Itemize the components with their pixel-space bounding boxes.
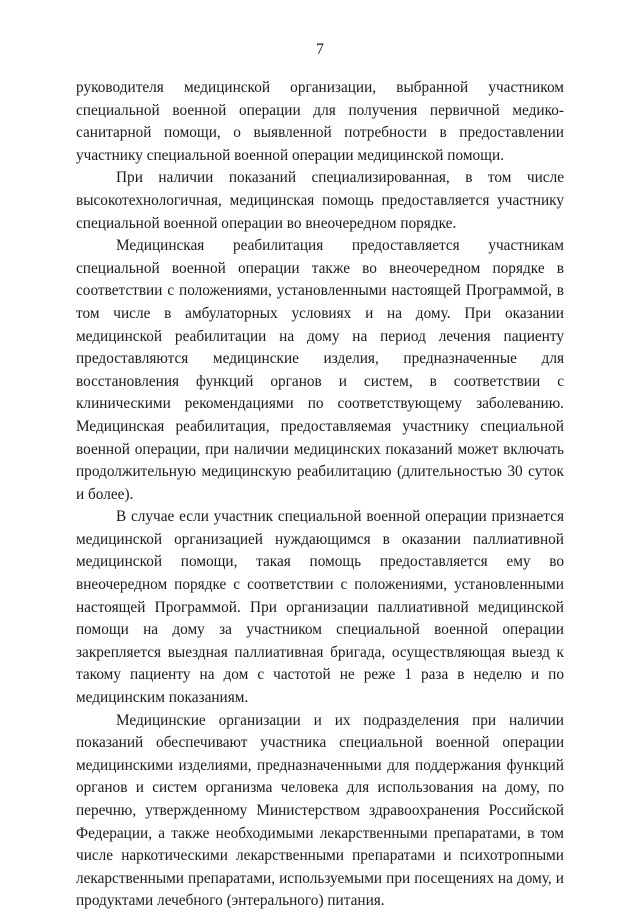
- paragraph-medical-devices: Медицинские организации и их подразделения при наличии показаний обеспечивают участника специальной военной операции медицинскими изделиями, предназначенными для поддержания функций органов и систем организма человека для использования на дому, по перечню, утвержденному Министерством здравоохранения Российской Федерации, а также необходимыми лекарственными препаратами, в том числе наркотическими лекарственными препаратами и психотропными лекарственными препаратами, используемыми при посещениях на дому, и продуктами лечебного (энтерального) питания.: [76, 711, 564, 910]
- paragraph-palliative-care: В случае если участник специальной военной операции признается медицинской организацией нуждающимся в оказании паллиативной медицинской помощи, такая помощь предоставляется ему во внеочередном порядке с соответствии с положениями, установленными настоящей Программой. При организации паллиативной медицинской помощи на дому за участником специальной военной операции закрепляется выездная паллиативная бригада, осуществляющая выезд к такому пациенту на дом с частотой не реже 1 раза в неделю и по медицинским показаниям.: [76, 508, 564, 707]
- paragraph-specialized-care: При наличии показаний специализированная, в том числе высокотехнологичная, медицинская помощь предоставляется участнику специальной военной операции во внеочередном порядке.: [76, 169, 564, 232]
- paragraph-medical-rehabilitation: Медицинская реабилитация предоставляется участникам специальной военной операции также во внеочередном порядке в соответствии с положениями, установленными настоящей Программой, в том числе в амбулаторных условиях и на дому. При оказании медицинской реабилитации на дому на период лечения пациенту предоставляются медицинские изделия, предназначенные для восстановления функций органов и систем, в соответствии с клиническими рекомендациями по соответствующему заболеванию. Медицинская реабилитация, предоставляемая участнику специальной военной операции, при наличии медицинских показаний может включать продолжительную медицинскую реабилитацию (длительностью 30 суток и более).: [76, 237, 564, 503]
- document-body: [76, 77, 564, 913]
- paragraph-continuation: руководителя медицинской организации, выбранной участником специальной военной операции для получения первичной медико-санитарной помощи, о выявленной потребности в предоставлении участнику специальной военной операции медицинской помощи.: [76, 79, 564, 164]
- page-number: 7: [316, 41, 324, 58]
